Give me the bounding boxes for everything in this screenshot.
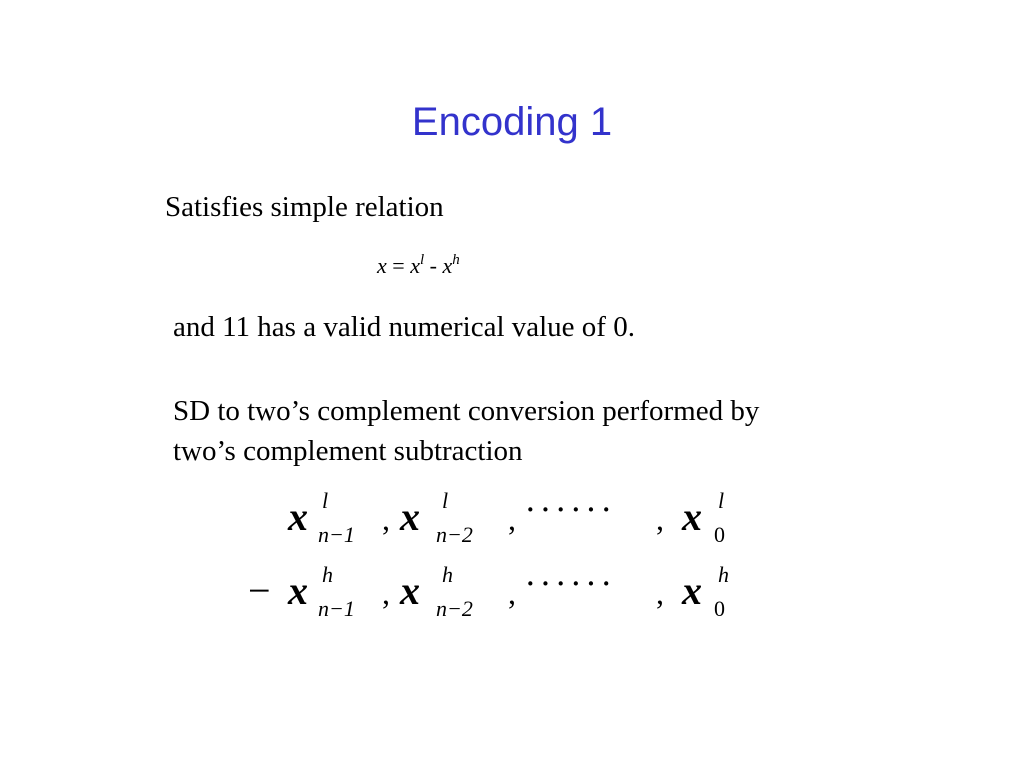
sub-0-h: 0 [714,596,725,621]
term-x-n2-l: x [400,494,420,539]
slide-title: Encoding 1 [411,100,613,144]
eq-sup-h: h [452,252,460,268]
comma-h-2: , [508,575,516,611]
relation-intro: Satisfies simple relation [165,191,444,223]
subtraction-formula [240,482,760,622]
sup-h-1: h [322,562,333,587]
sub-n2-l: n−2 [436,522,473,547]
conversion-line-1: SD to two’s complement conversion performed by [173,395,760,427]
valid-value-note: and 11 has a valid numerical value of 0. [173,311,635,343]
term-x-n1-h: x [288,568,308,613]
eq-x: x [377,253,387,278]
sup-h-2: h [442,562,453,587]
term-x-0-h: x [682,568,702,613]
sup-h-3: h [718,562,729,587]
sub-n1-l: n−1 [318,522,355,547]
dots-h: · · · · · · [526,569,611,598]
eq-minus: - [429,253,437,278]
term-x-n1-l: x [288,494,308,539]
term-x-0-l: x [682,494,702,539]
formula-row-h [248,562,729,621]
comma-l-2: , [508,501,516,537]
sup-l-2: l [442,488,449,513]
sup-l-1: l [322,488,329,513]
eq-equals: = [392,253,405,278]
sub-n2-h: n−2 [436,596,473,621]
eq-xh: x [442,253,453,278]
relation-equation [377,251,460,281]
sup-l-3: l [718,488,725,513]
conversion-line-2: two’s complement subtraction [173,435,523,467]
sub-0-l: 0 [714,522,725,547]
sub-n1-h: n−1 [318,596,355,621]
comma-l-1: , [382,501,390,537]
minus-sign: − [248,568,271,613]
comma-h-1: , [382,575,390,611]
formula-row-l [287,488,725,547]
term-x-n2-h: x [400,568,420,613]
eq-sup-l: l [419,252,425,268]
comma-h-3: , [656,575,664,611]
eq-xl: x [410,253,420,278]
dots-l: · · · · · · [526,495,611,524]
conversion-paragraph [173,391,759,471]
comma-l-3: , [656,501,664,537]
